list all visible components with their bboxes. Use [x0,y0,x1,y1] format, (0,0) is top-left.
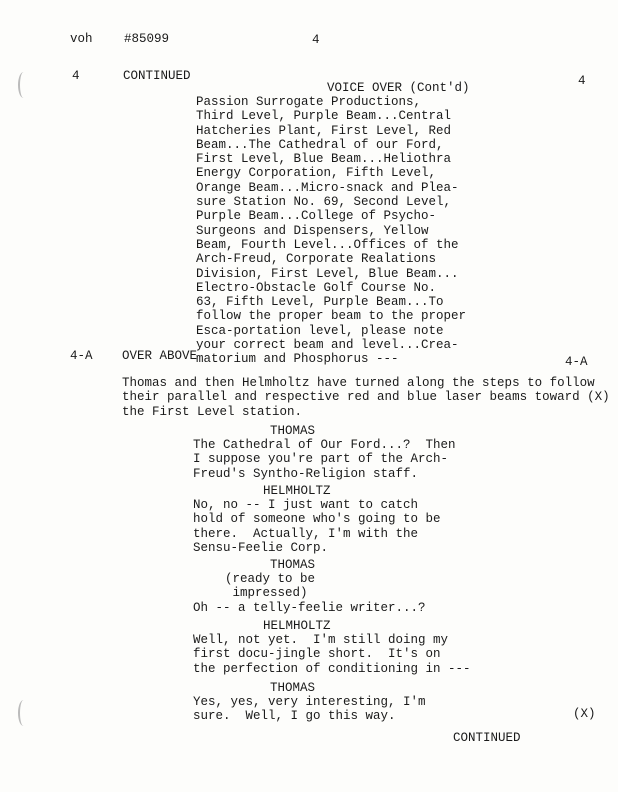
dialogue-line: Well, not yet. I'm still doing my [193,633,449,647]
dialogue-line: 63, Fifth Level, Purple Beam...To [196,295,444,310]
continued-footer: CONTINUED [453,731,521,745]
dialogue-line: hold of someone who's going to be [193,512,441,527]
action-line: the First Level station. [122,404,303,419]
dialogue-line: Energy Corporation, Fifth Level, [196,166,437,181]
dialogue-line: Oh -- a telly-feelie writer...? [193,600,426,615]
dialogue-line: No, no -- I just want to catch [193,498,419,512]
parenthetical [225,572,315,601]
dialogue-line: Surgeons and Dispensers, Yellow [196,223,429,238]
script-number: #85099 [124,32,170,46]
dialogue-line: Hatcheries Plant, First Level, Red [196,123,452,138]
scene-number-left: 4 [72,69,80,83]
character-name: HELMHOLTZ [263,484,331,498]
dialogue-line: I suppose you're part of the Arch- [193,452,449,467]
scene-heading: OVER ABOVE [122,349,198,363]
scene-number-right: 4 [578,74,586,88]
character-name: THOMAS [270,558,316,572]
dialogue-line: follow the proper beam to the proper [196,309,467,324]
scene-number-right: 4-A [565,355,588,369]
character-name: VOICE OVER (Cont'd) [327,81,470,95]
header-initials: voh [70,32,93,46]
dialogue-line: Orange Beam...Micro-snack and Plea- [196,180,459,195]
dialogue-line: the perfection of conditioning in --- [193,661,471,676]
revision-mark: (X) [573,707,596,721]
dialogue-line: there. Actually, I'm with the [193,526,419,541]
action-line: Thomas and then Helmholtz have turned along the steps to follow [122,376,595,390]
dialogue-line: Third Level, Purple Beam...Central [196,109,452,124]
dialogue-line: Sensu-Feelie Corp. [193,540,329,555]
action-block [122,376,610,419]
dialogue-line: sure. Well, I go this way. [193,709,396,724]
dialogue-line: sure Station No. 69, Second Level, [196,195,452,210]
dialogue-line: first docu-jingle short. It's on [193,647,441,662]
dialogue-line: Purple Beam...College of Psycho- [196,209,437,224]
dialogue-line: First Level, Blue Beam...Heliothra [196,152,452,167]
parenthetical-line: (ready to be [225,572,316,586]
dialogue-line: Electro-Obstacle Golf Course No. [196,280,437,295]
action-line: their parallel and respective red and blue laser beams toward (X) [122,390,610,405]
dialogue-line: Beam...The Cathedral of our Ford, [196,137,444,152]
character-name: THOMAS [270,681,316,695]
dialogue-block [196,95,466,367]
character-name: THOMAS [270,424,316,438]
page-number: 4 [312,33,320,47]
dialogue-line: Division, First Level, Blue Beam... [196,266,459,281]
dialogue-line: your correct beam and level...Crea- [196,338,459,353]
dialogue-line: Yes, yes, very interesting, I'm [193,695,426,709]
parenthetical-line: impressed) [225,586,308,601]
dialogue-line: Esca-portation level, please note [196,323,444,338]
dialogue-block [193,633,471,676]
dialogue-line: The Cathedral of Our Ford...? Then [193,438,456,452]
dialogue-line: matorium and Phosphorus --- [196,352,399,367]
scene-heading: CONTINUED [123,69,191,83]
dialogue-line: Passion Surrogate Productions, [196,95,422,109]
punch-hole-bottom [18,700,29,726]
dialogue-block [193,601,426,615]
scene-number-left: 4-A [70,349,93,363]
dialogue-block [193,438,456,481]
character-name: HELMHOLTZ [263,619,331,633]
dialogue-block [193,498,441,555]
dialogue-line: Arch-Freud, Corporate Realations [196,252,437,267]
dialogue-line: Beam, Fourth Level...Offices of the [196,237,459,252]
punch-hole-top [18,72,29,98]
dialogue-line: Freud's Syntho-Religion staff. [193,466,419,481]
dialogue-block [193,695,426,724]
